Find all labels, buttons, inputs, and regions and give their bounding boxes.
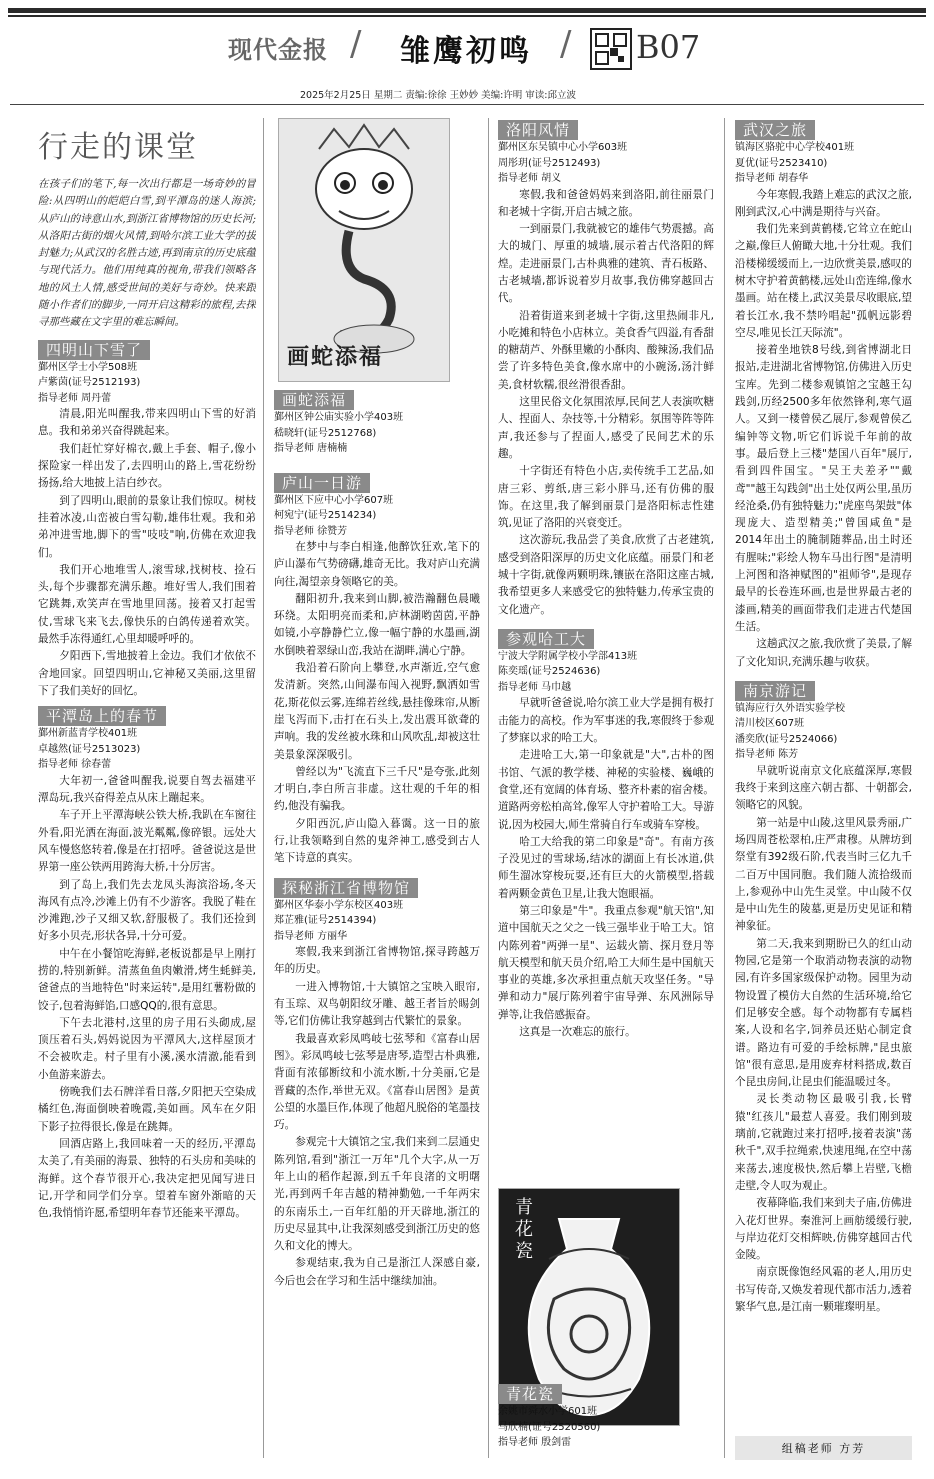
page-number: B07	[636, 28, 701, 66]
school-name: 鄞州区学士小学508班	[38, 361, 138, 373]
article-tag: 探秘浙江省博物馆	[274, 878, 418, 898]
paragraph: 到了四明山,眼前的景象让我们惊叹。树枝挂着冰凌,山峦被白雪勾勒,雄伟壮观。我和弟弟冲进雪地,脚下的雪"吱吱"响,仿佛在欢迎我们。	[38, 494, 256, 559]
author-name: 柯宛宁(证号2514234)	[274, 510, 377, 521]
drawing-caption: 青花瓷	[512, 1197, 533, 1263]
paragraph: 南京既像饱经风霜的老人,用历史书写传奇,又焕发着现代都市活力,透着繁华气息,是江南一颗璀璨明星。	[735, 1266, 912, 1314]
header-rule	[10, 104, 924, 105]
author-name: 郑芷雅(证号2514394)	[274, 915, 377, 927]
paragraph: 第一站是中山陵,这里风景秀丽,广场四周苍松翠柏,庄严肃穆。从牌坊到祭堂有392级石阶,代表当时三亿九千二百万中国同胞。我们随人流拾级而上,参观孙中山先生灵堂。中山陵不仅是中山先生的陵墓,更是历史见证和精神象征。	[735, 816, 912, 933]
article-body	[735, 763, 912, 1317]
paragraph: 我最喜欢彩凤鸣岐七弦琴和《富春山居图》。彩凤鸣岐七弦琴是唐琴,造型古朴典雅,背面有浓郁断纹和小流水断,十分美丽,它是晋藏的杰作,举世无双。《富春山居图》是黄公望的水墨巨作,体现了他超凡脱俗的笔墨技巧。	[274, 1032, 480, 1132]
article-section	[38, 706, 256, 1222]
article-section	[274, 473, 480, 868]
paragraph: 夕阳西沉,庐山隐入暮霭。这一日的旅行,让我领略到自然的鬼斧神工,感受到古人笔下诗意的真实。	[274, 817, 480, 865]
paragraph: 大年初一,爸爸叫醒我,说要自驾去福建平潭岛玩,我兴奋得差点从床上蹦起来。	[38, 774, 256, 805]
date-line: 2025年2月25日 星期二 责编:徐徐 王妙妙 美编:许明 审读:邱立波	[300, 90, 577, 101]
article-tag: 平潭岛上的春节	[38, 706, 166, 726]
intro-text: 在孩子们的笔下,每一次出行都是一场奇妙的冒险:从四明山的皑皑白雪,到平潭岛的迷人海滨;从庐山的诗意山水,到浙江省博物馆的历史长河;从洛阳古街的烟火风情,到哈尔滨工业大学的拔封魅力;从武汉的名胜古迹,再到南京的历史底蕴与现代活力。他们用纯真的视角,带我们领略各地的风土人情,感受世间的美好与奇妙。快来跟随小作者们的脚步,一同开启这精彩的旅程,去探寻那些藏在文字里的难忘瞬间。	[38, 178, 256, 329]
teacher-name: 指导老师 胡春华	[735, 173, 809, 184]
paragraph: 回酒店路上,我回味着一天的经历,平潭岛太美了,有美丽的海景、独特的石头房和美味的海鲜。这个春节很开心,我决定把见闻写进日记,开学和同学们分享。望着车窗外渐暗的天色,我悄悄许愿,希望明年春节还能来平潭岛。	[38, 1137, 256, 1220]
article-tag: 画蛇添福	[274, 390, 354, 410]
paragraph: 车子开上平潭海峡公铁大桥,我趴在车窗往外看,阳光洒在海面,波光粼粼,像碎银。远处大风车慢悠悠转着,像是在打招呼。爸爸说这是世界第一座公铁两用跨海大桥,十分厉害。	[38, 809, 256, 874]
school-name: 鄞州区东吴镇中心小学603班	[498, 142, 628, 153]
article-body	[498, 695, 714, 1041]
column-title: 行走的课堂	[38, 130, 198, 165]
article-tag: 南京游记	[735, 681, 815, 701]
teacher-name: 指导老师 陈芳	[735, 749, 799, 761]
teacher-name: 指导老师 马巾越	[498, 681, 572, 693]
paragraph: 接着坐地铁8号线,到省博湖北日报站,走进湖北省博物馆,仿佛进入历史宝库。先到二楼参观镇馆之宝越王勾践剑,历经2500多年依然锋利,寒气逼人。又到一楼曾侯乙展厅,参观曾侯乙编钟等文物,听它们诉说千年前的故事。最后登上三楼"楚国八百年"展厅,看到四件国宝。"吴王夫差矛""戴鸢""越王勾践剑"出土处仅两公里,虽历经沧桑,仍有独特魅力;"虎座鸟架鼓"体现庞大、造型精美;"曾国咸鱼"是2014年出土的腌制随葬品,出土时还有腥味;"彩绘人物车马出行图"是清明上河图和洛神赋图的"祖师爷",是现存最早的长卷连环画,也是世界最古老的漆画,精美的画面带我们走进古代楚国生活。	[735, 344, 912, 633]
page-title: 雏鹰初鸣	[400, 34, 532, 69]
article-body	[38, 406, 256, 700]
column-2	[274, 118, 480, 1463]
qr-code-icon[interactable]	[590, 28, 632, 70]
divider-slash: /	[560, 24, 572, 64]
paragraph: 早就听说南京文化底蕴深厚,寒假我终于来到这座六朝古都、十朝都会,领略它的风貌。	[735, 764, 912, 812]
paragraph: 早就听爸爸说,哈尔滨工业大学是拥有极打击能力的高校。作为军事迷的我,寒假终于参观了梦寐以求的哈工大。	[498, 697, 714, 745]
author-name: 嵇晓轩(证号2512768)	[274, 427, 377, 439]
paragraph: 清晨,阳光叫醒我,带来四明山下雪的好消息。我和弟弟兴奋得跳起来。	[38, 408, 256, 438]
drawing-caption: 画蛇添福	[287, 344, 384, 370]
paragraph: 到了岛上,我们先去龙凤头海滨浴场,冬天海风有点冷,沙滩上仍有不少游客。我脱了鞋在沙滩跑,沙子又细又软,舒服极了。我们还捡到好多小贝壳,形状各异,十分可爱。	[38, 878, 256, 943]
paragraph: 中午在小餐馆吃海鲜,老板说都是早上刚打捞的,特别新鲜。清蒸鱼鱼肉嫩滑,烤生蚝鲜美,爸爸点的当地特色"时来运转",是用红薯粉做的饺子,包着海鲜馅,口感QQ的,很有意思。	[38, 947, 256, 1012]
article-section	[274, 390, 480, 457]
article-tag: 青花瓷	[498, 1384, 562, 1404]
school-name: 鄞州区下应中心小学607班	[274, 494, 394, 506]
article-body	[498, 187, 714, 619]
column-divider	[724, 118, 725, 1458]
article-section	[735, 120, 912, 671]
paragraph: 第三印象是"牛"。我重点参观"航天馆",知道中国航天之父之一钱三强毕业于哈工大。馆内陈列着"两弹一星"、运载火箭、探月登月等航天模型和航天员介绍,哈工大师生是中国航天事业的英雄,多次承担重点航天攻坚任务。"导弹和动力"展厅陈列着宇宙导弹、东风洲际导弹等,让我倍感振奋。	[498, 904, 714, 1021]
author-name: 周彤玥(证号2512493)	[498, 157, 601, 169]
paragraph: 参观完十大镇馆之宝,我们来到二层通史陈列馆,看到"浙江一万年"几个大字,从一万年上山的稻作起源,到五千年良渚的文明曙光,再到两千年吉越的精神勤勉,一千年两宋的东南乐土,一百年红船的开天辟地,浙江的历史尽显其中,让我深刻感受到浙江历史的悠久和文化的博大。	[274, 1136, 480, 1253]
article-tag: 庐山一日游	[274, 473, 370, 493]
paragraph: 傍晚我们去石牌洋看日落,夕阳把天空染成橘红色,海面倒映着晚霞,美如画。风车在夕阳下影子拉得很长,像是在跳舞。	[38, 1086, 256, 1133]
snake-drawing	[278, 118, 450, 382]
article-body	[274, 944, 480, 1290]
school-name: 鄞州新蓝青学校401班	[38, 728, 138, 740]
author-name: 陈奕瑶(证号2524636)	[498, 666, 601, 678]
paragraph: 灵长类动物区最吸引我,长臂猿"红孩儿"最惹人喜爱。我们刚到玻璃前,它就跑过来打招呼,接着表演"荡秋千",双手拉绳索,快速甩绳,在空中荡来荡去,速度极快,然后攀上岩壁,飞檐走壁,令人叹为观止。	[735, 1093, 912, 1192]
teacher-name: 指导老师 胡义	[498, 173, 562, 184]
column-divider	[488, 118, 489, 1458]
paragraph: 下午去北港村,这里的房子用石头砌成,屋顶压着石头,妈妈说因为平潭风大,这样屋顶才不会被吹走。村子里有小溪,溪水清澈,能看到小鱼游来游去。	[38, 1016, 256, 1081]
paragraph: 这真是一次难忘的旅行。	[519, 1026, 636, 1039]
column-divider	[263, 118, 264, 1458]
article-section	[38, 340, 256, 701]
article-body	[38, 773, 256, 1223]
paragraph: 曾经以为"飞流直下三千尺"是夸张,此刻才明白,李白所言非虚。这壮观的千年的相约,他没有骗我。	[274, 765, 480, 813]
author-name: 清川校区607班	[735, 718, 805, 730]
article-tag: 四明山下雪了	[38, 340, 150, 360]
article-body	[274, 539, 480, 868]
article-body	[735, 187, 912, 671]
paragraph: 我们先来到黄鹤楼,它耸立在蛇山之巅,像巨人俯瞰大地,十分壮观。我们沿楼梯缓缓而上,一边欣赏美景,感叹的树木守护着黄鹤楼,远处山峦连绵,像水墨画。站在楼上,武汉美景尽收眼底,望着长江水,我不禁吟唱起"孤帆远影碧空尽,唯见长江天际流"。	[735, 223, 912, 339]
column-4	[735, 118, 912, 1428]
teacher-name: 指导老师 方丽华	[274, 930, 348, 942]
paragraph: 寒假,我和爸爸妈妈来到洛阳,前往丽景门和老城十字街,开启古城之旅。	[498, 188, 714, 218]
teacher-name: 指导老师 徐春蕾	[38, 759, 112, 771]
editor-credit: 组稿老师 方芳	[735, 1436, 912, 1460]
teacher-name: 指导老师 唐楠楠	[274, 443, 348, 454]
paragraph: 寒假,我来到浙江省博物馆,探寻跨越万年的历史。	[274, 946, 480, 976]
paragraph: 走进哈工大,第一印象就是"大",古朴的图书馆、气派的教学楼、神秘的实验楼、巍峨的食堂,还有宽阔的体育场、整齐朴素的宿舍楼。道路两旁松柏高耸,像军人守护着哈工大。导游说,因为校园大,师生常骑自行车或骑车穿梭。	[498, 749, 714, 831]
newspaper-brand: 现代金报	[228, 35, 328, 64]
author-name: 卢紫茵(证号2512193)	[38, 377, 141, 389]
author-name: 卓越然(证号2513023)	[38, 743, 141, 755]
school-name: 鄞州区钟公庙实验小学403班	[274, 412, 404, 423]
paragraph: 夕阳西下,雪地披着上金边。我们才依依不舍地回家。回望四明山,它神秘又美丽,这里留下了我们美好的回忆。	[38, 650, 256, 697]
teacher-name: 指导老师 周丹蕾	[38, 392, 112, 404]
paragraph: 第二天,我来到期盼已久的红山动物园,它是第一个取消动物表演的动物园,有许多国家级保护动物。园里为动物设置了模仿大自然的生活环境,给它们足够安全感。每个动物都有专属档案,人设和名字,饲养员还贴心制定食谱。路边有可爱的手绘标牌,"昆虫旅馆"很有意思,是用废弃材料搭成,数百个昆虫房间,让昆虫们能温暖过冬。	[735, 937, 912, 1089]
paragraph: 今年寒假,我踏上难忘的武汉之旅,刚到武汉,心中满是期待与兴奋。	[735, 188, 912, 218]
article-tag: 武汉之旅	[735, 120, 815, 140]
article-section	[498, 629, 714, 1041]
article-section	[735, 681, 912, 1317]
school-name: 余姚市舜水小学601班	[498, 1406, 598, 1417]
paragraph: 沿着街道来到老城十字街,这里热闹非凡,小吃摊和特色小店林立。美食香气四溢,有香甜的糖葫芦、外酥里嫩的小酥肉、酸辣汤,我们品尝了许多特色美食,像水席中的小碗汤,汤汁鲜美,食材软糯,很丝滑很香甜。	[498, 309, 714, 391]
paragraph: 我们赶忙穿好棉衣,戴上手套、帽子,像小探险家一样出发了,去四明山的路上,雪花纷纷扬扬,给大地披上洁白纱衣。	[38, 442, 256, 490]
author-name: 潘奕欣(证号2524066)	[735, 733, 838, 745]
paragraph: 这里民俗文化氛围浓厚,民间艺人表演吹糖人、捏面人、杂技等,十分精彩。氛围等阵等阵声,我还参与了捏面人,感受了民间艺术的乐趣。	[498, 396, 714, 460]
author-name: 夏优(证号2523410)	[735, 157, 828, 169]
paragraph: 夜幕降临,我们来到夫子庙,仿佛进入花灯世界。秦淮河上画舫缓缓行驶,与岸边花灯交相辉映,仿佛穿越回古代金陵。	[735, 1197, 912, 1262]
author-name: 马欣楠(证号2520560)	[498, 1421, 601, 1433]
school-name: 镇海应行久外语实验学校	[735, 702, 845, 714]
article-tag: 参观哈工大	[498, 629, 594, 649]
paragraph: 翻阳初升,我来到山脚,被浩瀚翻色晨曦环绕。太阳明亮而柔和,庐林湖哟茵茵,平静如镜,小亭静静伫立,像一幅宁静的水墨画,湖水倒映着翠绿山峦,我站在湖畔,满心宁静。	[274, 592, 480, 657]
paragraph: 这趟武汉之旅,我欣赏了美景,了解了文化知识,充满乐趣与收获。	[735, 638, 912, 668]
paragraph: 在梦中与李白相逢,他醉饮狂欢,笔下的庐山瀑布气势磅礴,雄奇无比。我对庐山充满向往,渴望亲身领略它的美。	[274, 541, 480, 588]
school-name: 鄞州区华泰小学东校区403班	[274, 899, 404, 911]
article-section	[498, 1384, 714, 1451]
article-section	[498, 120, 714, 619]
paragraph: 一到丽景门,我就被它的雄伟气势震撼。高大的城门、厚重的城墙,展示着古代洛阳的辉煌。走进丽景门,古朴典雅的建筑、青石板路、古老城墙,都诉说着岁月故事,我仿佛穿越回古代。	[498, 223, 714, 305]
school-name: 宁波大学附属学校小学部413班	[498, 650, 638, 662]
paragraph: 参观结束,我为自己是浙江人深感自豪,今后也会在学习和生活中继续加油。	[274, 1257, 480, 1287]
paragraph: 十字街还有特色小店,卖传统手工艺品,如唐三彩、剪纸,唐三彩小胖马,还有仿佛的服饰。在这里,我了解到丽景门是洛阳标志性建筑,见证了洛阳的兴衰变迁。	[498, 465, 714, 530]
paragraph: 哈工大给我的第二印象是"奇"。有南方孩子没见过的雪球场,结冰的湖面上有长冰道,供师生溜冰穿梭玩耍,还有巨大的火箭模型,搭载着两颗金黄色卫星,让我大饱眼福。	[498, 835, 714, 900]
school-name: 镇海区骆驼中心学校401班	[735, 142, 855, 153]
article-section	[274, 878, 480, 1290]
paragraph: 我沿着石阶向上攀登,水声渐近,空气愈发清新。突然,山间瀑布闯入视野,飘洒如雪花,斯花似云雾,连绵若丝线,悬挂像珠帘,从断崖飞泻而下,击打在石头上,发出震耳欲聋的声响。我的发丝被水珠和山风吹乱,却被这壮美景象深深吸引。	[274, 662, 480, 761]
article-tag: 洛阳风情	[498, 120, 578, 140]
column-1	[38, 118, 256, 1463]
paragraph: 一进入博物馆,十大镇馆之宝映入眼帘,有玉琮、双鸟朝阳纹牙雕、越王者旨於睗剑等,它们仿佛让我穿越到古代繁忙的景象。	[274, 980, 480, 1028]
paragraph: 我们开心地堆雪人,滚雪球,找树枝、捡石头,每个步骤都充满乐趣。堆好雪人,我们围着它跳舞,欢笑声在雪地里回荡。接着又打起雪仗,雪球飞来飞去,像快乐的白鸽传递着欢笑。最然手冻得通红,心里却暖呼呼的。	[38, 563, 256, 646]
teacher-name: 指导老师 徐赞芳	[274, 525, 348, 537]
paragraph: 这次游玩,我品尝了美食,欣赏了古老建筑,感受到洛阳深厚的历史文化底蕴。丽景门和老城十字街,就像两颗明珠,镶嵌在洛阳这座古城,我希望更多人来感受它的独特魅力,传承宝贵的文化遗产。	[498, 534, 714, 616]
divider-slash: /	[350, 24, 362, 64]
teacher-name: 指导老师 殷剑雷	[498, 1437, 572, 1448]
